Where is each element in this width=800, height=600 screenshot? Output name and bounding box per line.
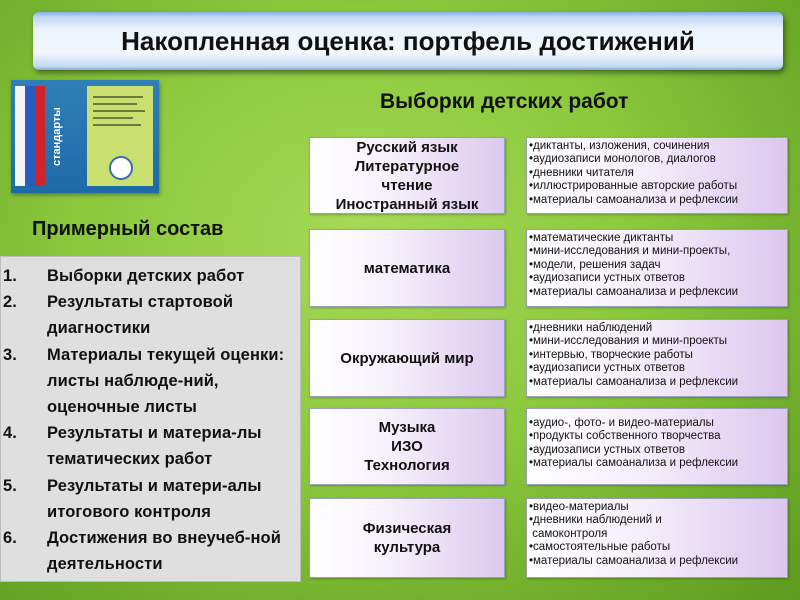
list-item-text: Результаты и материа-лы тематических работ (47, 424, 262, 469)
subject-name-line: математика (363, 259, 451, 277)
composition-heading: Примерный состав (32, 218, 224, 240)
subject-name-line: Иностранный язык (335, 195, 479, 213)
subject-name-line: Русский язык (356, 138, 458, 156)
list-item (1, 473, 300, 525)
list-item-number: 6. (3, 529, 17, 548)
book-cover-image (11, 80, 159, 193)
detail-item: •диктанты, изложения, сочинения (529, 140, 710, 152)
details-box-russian-literature-foreign (526, 137, 788, 214)
detail-item: •аудиозаписи устных ответов (529, 272, 685, 285)
list-item-number: 2. (3, 293, 17, 312)
title-bar (33, 12, 783, 70)
list-item-number: 1. (3, 267, 17, 285)
subject-name-line: Физическая (362, 520, 452, 537)
detail-item: •аудиозаписи устных ответов (529, 362, 685, 375)
details-box-music-art-tech (526, 408, 788, 485)
flag-stripe-blue (25, 86, 35, 186)
details-box-world-around (526, 319, 788, 397)
detail-item: •математические диктанты (529, 232, 674, 244)
list-item-text: Достижения во внеучеб-ной деятельности (47, 529, 281, 574)
detail-item: •аудиозаписи монологов, диалогов (529, 153, 716, 166)
list-item (1, 525, 300, 577)
list-item-text: Результаты и матери-алы итогового контроля (47, 476, 262, 521)
list-item-number: 4. (3, 424, 17, 443)
list-item-text: Выборки детских работ (47, 267, 245, 285)
list-item-number: 5. (3, 476, 17, 495)
detail-item: •продукты собственного творчества (529, 430, 721, 443)
detail-item: •мини-исследования и мини-проекты (529, 335, 728, 348)
subject-box-russian-literature-foreign (309, 137, 505, 214)
list-item (1, 342, 300, 421)
detail-item: •аудио-, фото- и видео-материалы (529, 417, 714, 429)
detail-item: самоконтроля (529, 527, 608, 540)
list-item (1, 420, 300, 472)
subject-name-line: Музыка (378, 419, 436, 436)
detail-item: •дневники наблюдений и (529, 514, 662, 527)
detail-item: •видео-материалы (529, 501, 629, 513)
book-badge-icon (109, 156, 133, 180)
detail-item: •модели, решения задач (529, 258, 661, 271)
subject-box-music-art-tech (309, 408, 505, 485)
subject-box-world-around (309, 319, 505, 397)
detail-item: •дневники читателя (529, 166, 634, 179)
details-box-physical-education (526, 498, 788, 578)
detail-item: •материалы самоанализа и рефлексии (529, 193, 739, 206)
subject-name-line: чтение (381, 176, 433, 194)
detail-item: •интервью, творческие работы (529, 348, 693, 361)
flag-stripe-white (15, 86, 25, 186)
detail-item: •материалы самоанализа и рефлексии (529, 554, 739, 567)
subject-name-line: Технология (364, 457, 450, 474)
subject-name-line: Литературное (354, 157, 460, 175)
detail-item: •материалы самоанализа и рефлексии (529, 285, 739, 298)
details-box-math (526, 229, 788, 307)
subject-name-line: культура (373, 539, 441, 556)
subject-name-line: ИЗО (391, 438, 423, 455)
list-item-text: Результаты стартовой диагностики (47, 293, 234, 338)
list-item (1, 263, 300, 289)
slide-title: Накопленная оценка: портфель достижений (121, 25, 695, 56)
book-spine-text: стандарты (51, 107, 63, 167)
list-item-number: 3. (3, 345, 17, 364)
composition-list-box (0, 256, 301, 582)
subject-box-physical-education (309, 498, 505, 578)
detail-item: •материалы самоанализа и рефлексии (529, 457, 739, 470)
detail-item: •материалы самоанализа и рефлексии (529, 375, 739, 388)
detail-item: •аудиозаписи устных ответов (529, 443, 685, 456)
detail-item: •дневники наблюдений (529, 322, 653, 334)
samples-heading: Выборки детских работ (380, 90, 629, 113)
flag-stripe-red (35, 86, 45, 186)
detail-item: •самостоятельные работы (529, 541, 671, 554)
list-item (1, 289, 300, 341)
book-front-cover (87, 86, 153, 186)
detail-item: •мини-исследования и мини-проекты, (529, 245, 731, 258)
subject-box-math (309, 229, 505, 307)
detail-item: •иллюстрированные авторские работы (529, 180, 738, 193)
subject-name-line: Окружающий мир (340, 349, 474, 367)
list-item-text: Материалы текущей оценки: листы наблюде-ний, оценочные листы (47, 345, 285, 417)
